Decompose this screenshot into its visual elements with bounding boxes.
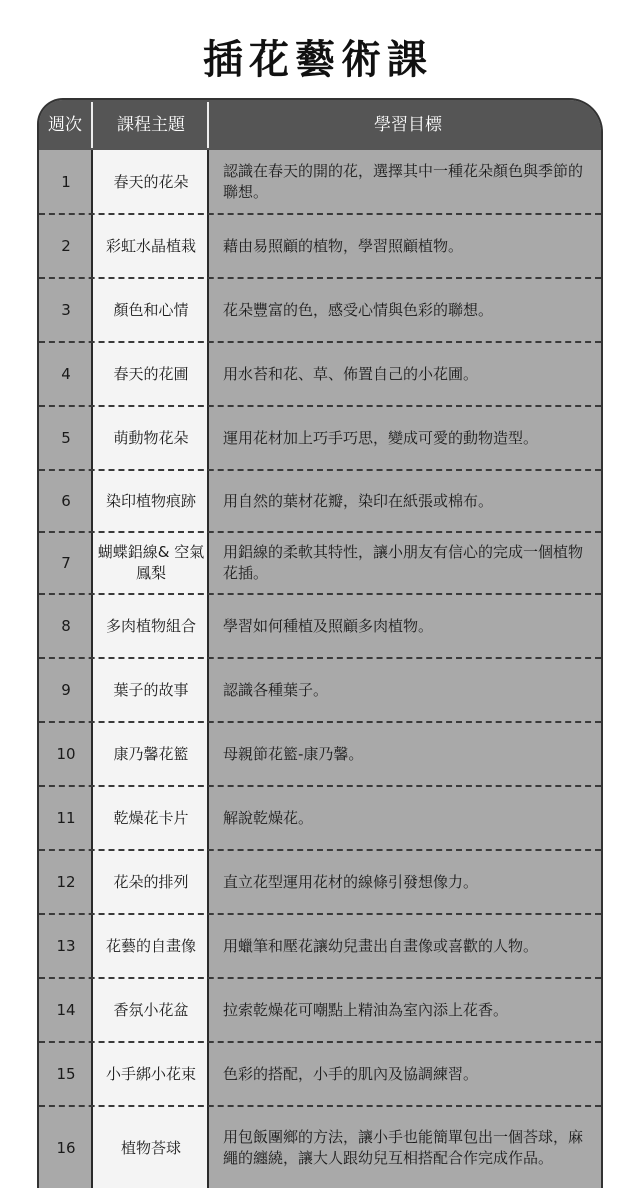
topic-cell: 染印植物痕跡 [105, 491, 196, 510]
table-row [39, 532, 601, 594]
week-cell: 11 [56, 809, 76, 827]
goal-cell: 學習如何種植及照顧多肉植物。 [223, 616, 434, 635]
week-cell: 6 [61, 492, 71, 510]
goal-cell: 用水苔和花、草、佈置自己的小花圃。 [223, 364, 479, 383]
table-row [39, 214, 601, 278]
goal-cell: 用包飯團鄉的方法，讓小手也能簡單包出一個荅球，麻繩的纏繞，讓大人跟幼兒互相搭配合作完成作品。 [223, 1128, 584, 1167]
table-row [39, 342, 601, 406]
header-goal: 學習目標 [374, 115, 442, 135]
goal-cell: 認識在春天的開的花，選擇其中一種花朵顏色與季節的聯想。 [223, 162, 584, 201]
week-cell: 3 [61, 301, 71, 319]
week-cell: 8 [61, 617, 71, 635]
goal-cell: 用自然的葉材花瓣，染印在紙張或棉布。 [223, 491, 494, 510]
goal-cell: 色彩的搭配，小手的肌內及協調練習。 [223, 1064, 479, 1083]
goal-cell: 用鋁線的柔軟其特性，讓小朋友有信心的完成一個植物花插。 [223, 543, 584, 582]
table-row [39, 470, 601, 532]
goal-cell: 解說乾燥花。 [223, 808, 314, 827]
goal-cell: 花朵豐富的色，感受心情與色彩的聯想。 [223, 300, 494, 319]
table-row [39, 914, 601, 978]
topic-cell: 康乃馨花籃 [113, 744, 189, 763]
table-row [39, 1042, 601, 1106]
topic-cell: 萌動物花朵 [113, 428, 189, 447]
week-cell: 14 [56, 1001, 76, 1019]
page-title: 插花藝術課 [203, 37, 433, 83]
week-cell: 7 [61, 554, 71, 572]
week-cell: 2 [61, 237, 71, 255]
header-divider [207, 102, 209, 148]
week-cell: 1 [61, 173, 71, 191]
goal-cell: 拉索乾燥花可嘲點上精油為室內添上花香。 [223, 1000, 509, 1019]
table-row [39, 978, 601, 1042]
table-row [39, 406, 601, 470]
topic-cell: 香氛小花盆 [113, 1000, 189, 1019]
week-cell: 10 [56, 745, 76, 763]
table-row [39, 594, 601, 658]
topic-cell: 蝴蝶鋁線& 空氣鳳梨 [97, 543, 205, 582]
topic-cell: 葉子的故事 [113, 680, 189, 699]
table-header [39, 100, 601, 150]
topic-cell: 花藝的自畫像 [105, 936, 196, 955]
goal-cell: 認識各種葉子。 [223, 680, 329, 699]
topic-cell: 春天的花圃 [113, 364, 189, 383]
topic-cell: 彩虹水晶植栽 [105, 236, 196, 255]
header-week: 週次 [48, 115, 82, 135]
week-cell: 5 [61, 429, 71, 447]
topic-cell: 植物荅球 [120, 1138, 181, 1157]
goal-cell: 母親節花籃-康乃馨。 [223, 744, 364, 763]
week-cell: 9 [61, 681, 71, 699]
table-row [39, 150, 601, 214]
header-divider [91, 102, 93, 148]
table-row [39, 722, 601, 786]
week-cell: 12 [56, 873, 76, 891]
topic-cell: 春天的花朵 [113, 172, 189, 191]
week-cell: 13 [56, 937, 76, 955]
table-row [39, 850, 601, 914]
goal-cell: 藉由易照顧的植物，學習照顧植物。 [223, 236, 464, 255]
header-topic: 課程主題 [117, 115, 185, 135]
topic-cell: 多肉植物組合 [105, 616, 196, 635]
week-cell: 4 [61, 365, 71, 383]
topic-cell: 顏色和心情 [113, 300, 189, 319]
table-row [39, 278, 601, 342]
week-cell: 15 [56, 1065, 76, 1083]
goal-cell: 運用花材加上巧手巧思，變成可愛的動物造型。 [223, 428, 539, 447]
topic-cell: 乾燥花卡片 [113, 808, 189, 827]
table-row [39, 658, 601, 722]
table-row [39, 786, 601, 850]
week-cell: 16 [56, 1139, 76, 1157]
table-row [39, 1106, 601, 1188]
topic-cell: 小手綁小花束 [105, 1064, 196, 1083]
goal-cell: 直立花型運用花材的線條引發想像力。 [223, 872, 479, 891]
topic-cell: 花朵的排列 [113, 872, 189, 891]
schedule-table [37, 98, 603, 1188]
goal-cell: 用蠟筆和壓花讓幼兒畫出自畫像或喜歡的人物。 [223, 936, 539, 955]
